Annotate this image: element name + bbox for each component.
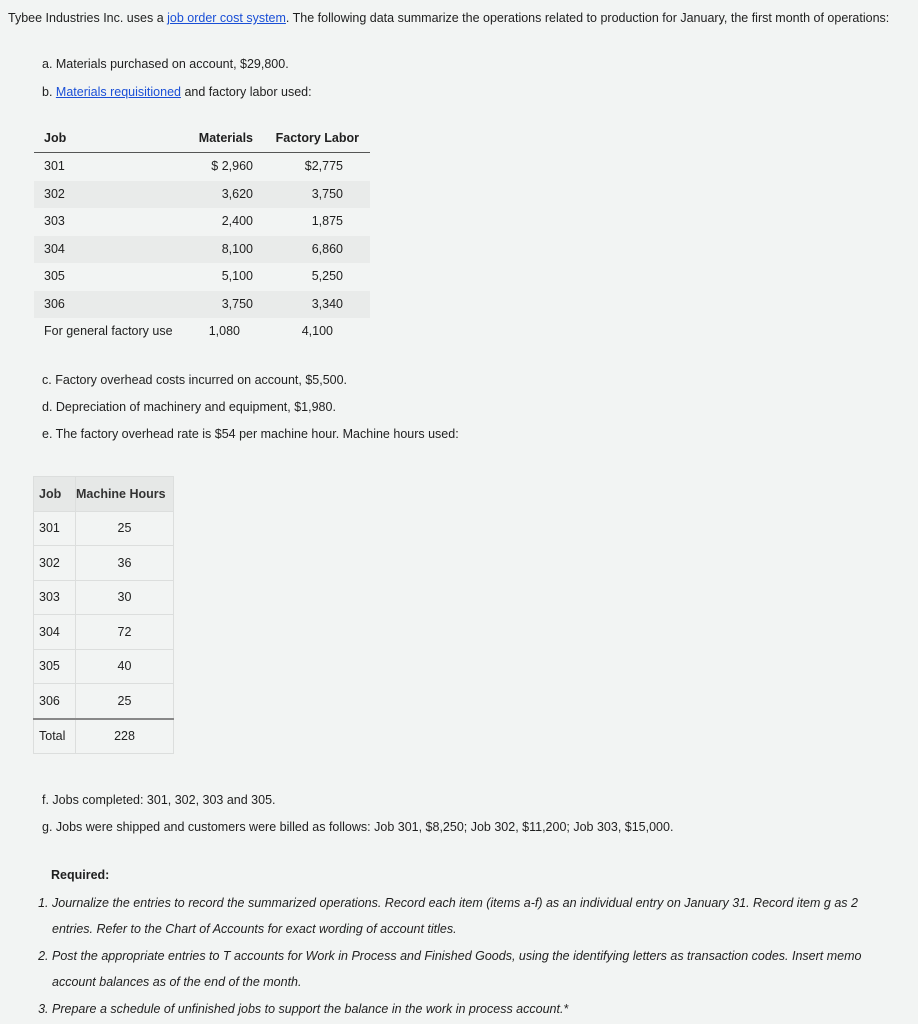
intro-text-after: . The following data summarize the operations related to production for January, the first month of operations: (285, 11, 890, 25)
cell-labor: 3,340 (311, 296, 343, 311)
cell-materials: 2,400 (221, 214, 253, 228)
header-factory-labor: Factory Labor (275, 131, 359, 145)
item-b-prefix: b. (42, 85, 56, 99)
item-g: g. Jobs were shipped and customers were billed as follows: Job 301, $8,250; Job 302, $11,200; Job 303, $15,000. (42, 820, 674, 834)
materials-labor-table (34, 128, 370, 346)
cell-labor: 3,750 (311, 186, 343, 201)
item-d: d. Depreciation of machinery and equipment, $1,980. (42, 400, 336, 414)
table-row (34, 684, 174, 719)
table-row (34, 208, 370, 236)
cell-materials: 3,620 (221, 186, 253, 201)
item-b-suffix: and factory labor used: (180, 85, 312, 99)
item-c: c. Factory overhead costs incurred on account, $5,500. (42, 373, 348, 387)
cell-materials: 1,080 (208, 324, 240, 338)
cell-job: 306 (44, 296, 65, 311)
cell-materials: 3,750 (221, 296, 253, 311)
required-item-3: 3. Prepare a schedule of unfinished jobs to support the balance in the work in process account.* (52, 996, 872, 1022)
cell-job: 306 (34, 684, 76, 719)
table-row (34, 153, 370, 181)
cell-job: 305 (44, 269, 65, 283)
required-list (18, 890, 872, 1023)
header-job: Job (44, 131, 67, 145)
item-b (42, 85, 312, 99)
cell-hours: 25 (76, 511, 174, 546)
cell-job: 304 (34, 615, 76, 650)
cell-hours: 25 (76, 684, 174, 719)
cell-labor: 1,875 (311, 214, 343, 228)
table-row (34, 318, 370, 346)
table-row (34, 263, 370, 291)
job-order-cost-system-link[interactable]: job order cost system (167, 11, 286, 25)
header-machine-hours: Machine Hours (76, 477, 174, 512)
table-row (34, 291, 370, 319)
required-item-1: 1. Journalize the entries to record the summarized operations. Record each item (items a-f) as an individual entry on January 31. Record item g as 2 entries. Refer to the Chart of Accounts for exact wording of account titles. (52, 890, 872, 942)
item-a: a. Materials purchased on account, $29,800. (42, 57, 289, 71)
cell-job: 303 (34, 580, 76, 615)
cell-materials: $ 2,960 (211, 159, 253, 173)
table-header-row (34, 477, 174, 512)
materials-requisitioned-link[interactable]: Materials requisitioned (55, 85, 181, 99)
cell-job: 301 (44, 159, 65, 173)
machine-hours-table (33, 476, 174, 754)
total-label: Total (34, 719, 76, 754)
table-row (34, 546, 174, 581)
header-materials: Materials (198, 131, 253, 145)
item-f: f. Jobs completed: 301, 302, 303 and 305. (42, 793, 276, 807)
cell-job: 304 (44, 241, 65, 256)
cell-job: 305 (34, 649, 76, 684)
required-item-2: 2. Post the appropriate entries to T accounts for Work in Process and Finished Goods, using the identifying letters as transaction codes. Insert memo account balances as of the end of the month. (52, 943, 872, 995)
cell-hours: 40 (76, 649, 174, 684)
cell-job: 302 (34, 546, 76, 581)
header-job: Job (34, 477, 76, 512)
cell-labor: 6,860 (311, 241, 343, 256)
cell-labor: 5,250 (311, 269, 343, 283)
table-header-row (34, 128, 370, 153)
table-row (34, 181, 370, 209)
table-row (34, 615, 174, 650)
cell-materials: 8,100 (221, 241, 253, 256)
table-row (34, 580, 174, 615)
cell-labor: 4,100 (301, 324, 333, 338)
cell-job: For general factory use (44, 324, 173, 338)
intro-text-before: Tybee Industries Inc. uses a (8, 11, 168, 25)
cell-job: 303 (44, 214, 65, 228)
item-e: e. The factory overhead rate is $54 per machine hour. Machine hours used: (42, 427, 459, 441)
cell-materials: 5,100 (221, 269, 253, 283)
cell-labor: $2,775 (304, 159, 343, 173)
cell-job: 301 (34, 511, 76, 546)
table-row (34, 236, 370, 264)
cell-hours: 72 (76, 615, 174, 650)
required-heading: Required: (51, 868, 110, 882)
table-row (34, 649, 174, 684)
cell-hours: 30 (76, 580, 174, 615)
total-row (34, 719, 174, 754)
cell-job: 302 (44, 186, 65, 201)
total-hours: 228 (76, 719, 174, 754)
intro-paragraph (8, 11, 889, 25)
table-row (34, 511, 174, 546)
cell-hours: 36 (76, 546, 174, 581)
